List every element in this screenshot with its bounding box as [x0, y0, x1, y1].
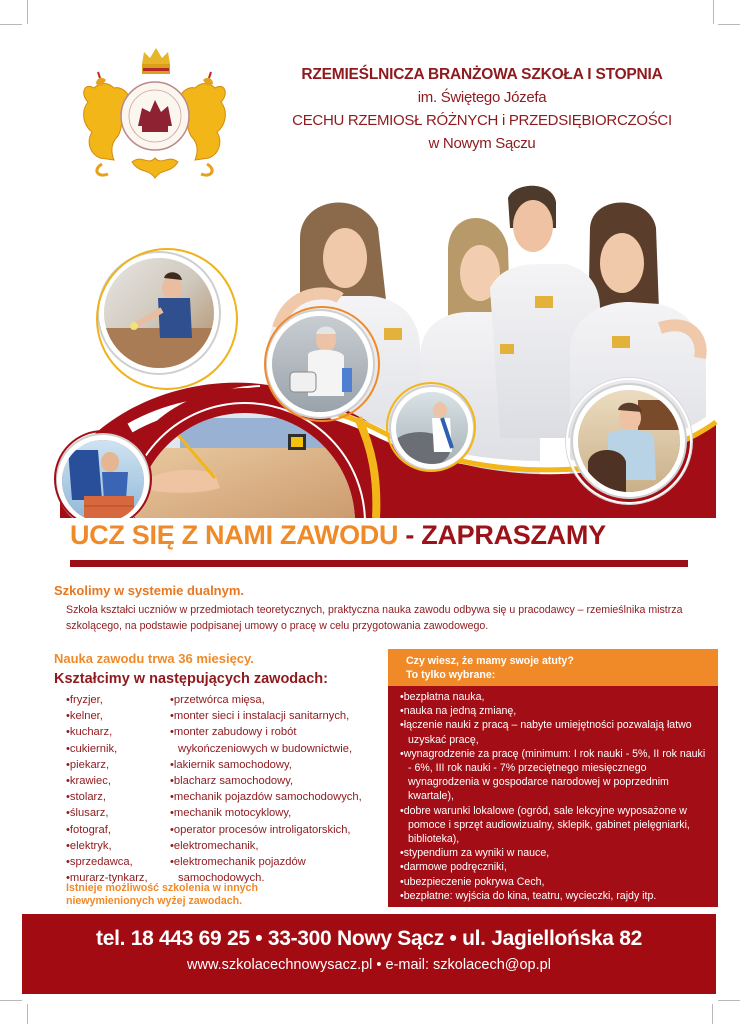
slogan-part2: - ZAPRASZAMY — [398, 520, 606, 550]
advantages-subtitle: To tylko wybrane: — [406, 669, 496, 681]
classroom-photo — [578, 390, 680, 492]
list-item: • darmowe podręczniki, — [400, 860, 708, 874]
list-item: • lakiernik samochodowy, — [170, 757, 385, 773]
car-mechanic-photo — [396, 392, 468, 464]
cook-photo — [272, 316, 368, 412]
crop-mark — [712, 1004, 713, 1024]
advantages-header — [388, 649, 718, 686]
list-item: • przetwórca mięsa, — [170, 692, 385, 708]
hero-collage — [0, 178, 740, 518]
list-item: • monter sieci i instalacji sanitarnych, — [170, 708, 385, 724]
crop-mark — [0, 1000, 22, 1001]
slogan-heading — [70, 520, 606, 551]
list-item: • ślusarz, — [66, 805, 148, 821]
dual-body: Szkoła kształci uczniów w przedmiotach teoretycznych, praktyczna nauka zawodu odbywa się u pracodawcy – rzemieślnika mistrza szkolącego, na podstawie podpisanej umowy o pracę w celu przygotowania zawodowego. — [66, 604, 683, 632]
school-patron: im. Świętego Józefa — [417, 89, 547, 106]
city-name: w Nowym Sączu — [428, 135, 536, 152]
list-item-continuation: samochodowych. — [178, 872, 265, 885]
list-item: • operator procesów introligatorskich, — [170, 822, 385, 838]
crop-mark — [0, 24, 22, 25]
crop-mark — [27, 0, 28, 24]
professions-heading: Kształcimy w następujących zawodach: — [54, 671, 328, 687]
list-item-continuation: wykończeniowych w budownictwie, — [178, 742, 353, 755]
slogan-part1: UCZ SIĘ Z NAMI ZAWODU — [70, 520, 399, 550]
contact-line: tel. 18 443 69 25 • 33-300 Nowy Sącz • ul. Jagiellońska 82 — [96, 927, 642, 950]
list-item: • fotograf, — [66, 822, 148, 838]
list-item: • ubezpieczenie pokrywa Cech, — [400, 875, 708, 889]
crop-mark — [27, 1004, 28, 1024]
duration-heading: Nauka zawodu trwa 36 miesięcy. — [54, 651, 254, 666]
list-item: • cukiernik, — [66, 741, 148, 757]
crop-mark — [713, 0, 714, 24]
school-name: RZEMIEŚLNICZA BRANŻOWA SZKOŁA I STOPNIA — [301, 66, 663, 83]
advantages-question: Czy wiesz, że mamy swoje atuty? — [406, 655, 574, 667]
web-email-line[interactable]: www.szkolacechnowysacz.pl • e-mail: szkolacech@op.pl — [187, 957, 551, 973]
list-item: • fryzjer, — [66, 692, 148, 708]
coat-of-arms-icon — [62, 42, 247, 182]
crown-icon — [142, 48, 170, 74]
school-header — [262, 64, 702, 155]
list-item: • piekarz, — [66, 757, 148, 773]
list-item: • bezpłatna nauka, — [400, 690, 708, 704]
other-professions-note: Istnieje możliwość szkolenia w innych niewymienionych wyżej zawodach. — [66, 882, 258, 907]
list-item: • kucharz, — [66, 724, 148, 740]
professions-list-a — [66, 692, 148, 886]
list-item: • dobre warunki lokalowe (ogród, sale lekcyjne wyposażone w pomoce i sprzęt audiowizualny, sklepik, gabinet pielęgniarki, biblioteka), — [400, 804, 708, 847]
advantages-list — [388, 686, 718, 903]
list-item: • monter zabudowy i robót — [170, 724, 385, 740]
list-item: • murarz-tynkarz, — [66, 870, 148, 886]
list-item: • sprzedawca, — [66, 854, 148, 870]
contact-footer — [22, 914, 716, 994]
list-item: • stypendium za wyniki w nauce, — [400, 846, 708, 860]
list-item: • krawiec, — [66, 773, 148, 789]
slogan-underline — [70, 560, 688, 567]
list-item: • wynagrodzenie za pracę (minimum: I rok nauki - 5%, II rok nauki - 6%, III rok nauki - 7% przeciętnego miesięcznego wynagrodzenia w gospodarce narodowej w poprzednim kwartale), — [400, 747, 708, 804]
list-item: • mechanik motocyklowy, — [170, 805, 385, 821]
list-item: • stolarz, — [66, 789, 148, 805]
dual-heading: Szkolimy w systemie dualnym. — [54, 583, 245, 598]
list-item: • blacharz samochodowy, — [170, 773, 385, 789]
list-item: • bezpłatne: wyjścia do kina, teatru, wycieczki, rajdy itp. — [400, 889, 708, 903]
list-item: • kelner, — [66, 708, 148, 724]
crop-mark — [718, 24, 740, 25]
list-item: • łączenie nauki z pracą – nabyte umiejętności pozwalają łatwo uzyskać pracę, — [400, 718, 708, 746]
crop-mark — [718, 1000, 740, 1001]
list-item: • elektryk, — [66, 838, 148, 854]
list-item: • elektromechanik pojazdów — [170, 854, 385, 870]
bricklayer-photo — [62, 440, 144, 518]
list-item: • mechanik pojazdów samochodowych, — [170, 789, 385, 805]
advantages-box — [388, 649, 718, 907]
professions-list-b — [170, 692, 385, 886]
guild-name: CECHU RZEMIOSŁ RÓŻNYCH i PRZEDSIĘBIORCZOŚCI — [292, 112, 672, 129]
carpentry-photo — [104, 258, 214, 368]
list-item: • elektromechanik, — [170, 838, 385, 854]
list-item: • nauka na jedną zmianę, — [400, 704, 708, 718]
